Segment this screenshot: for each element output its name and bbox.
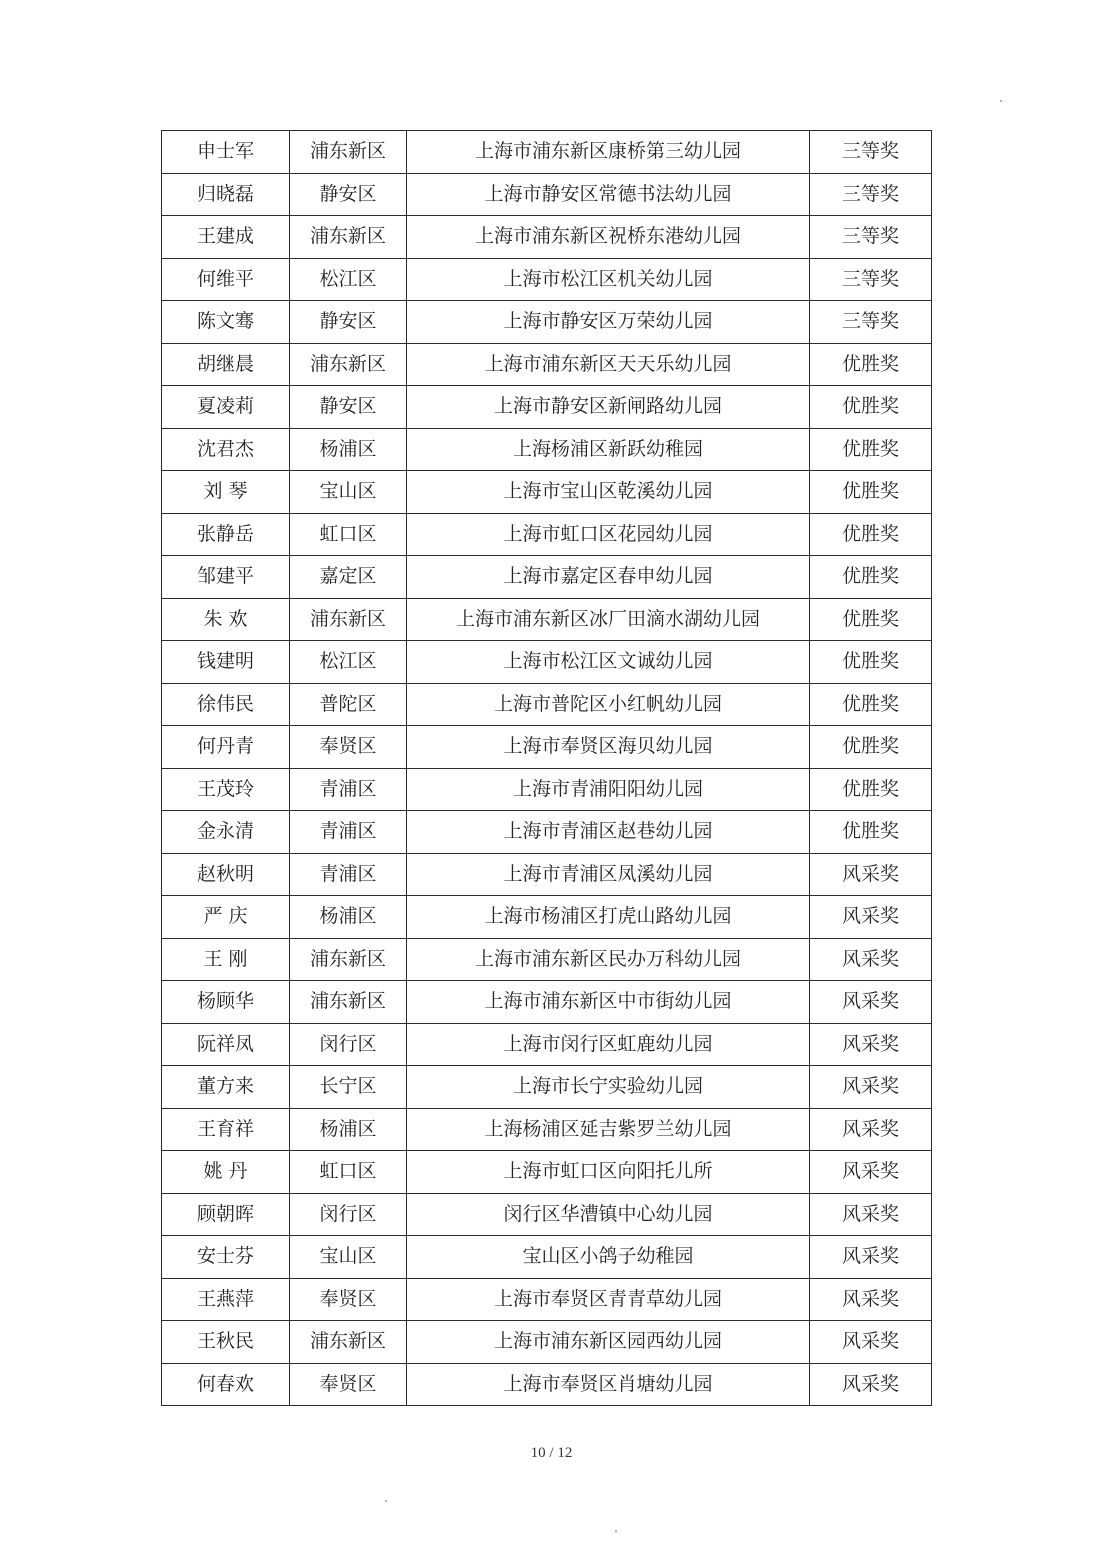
cell-school: 上海市青浦区赵巷幼儿园 — [407, 811, 810, 854]
cell-district: 杨浦区 — [290, 1108, 407, 1151]
cell-name: 钱建明 — [162, 641, 290, 684]
table-row — [162, 173, 932, 216]
cell-district: 普陀区 — [290, 683, 407, 726]
cell-award: 风采奖 — [810, 1023, 932, 1066]
cell-school: 上海市宝山区乾溪幼儿园 — [407, 471, 810, 514]
cell-district: 奉贤区 — [290, 1278, 407, 1321]
cell-award: 风采奖 — [810, 853, 932, 896]
table-row — [162, 343, 932, 386]
table-body — [162, 131, 932, 1406]
cell-school: 上海杨浦区延吉紫罗兰幼儿园 — [407, 1108, 810, 1151]
cell-name: 阮祥凤 — [162, 1023, 290, 1066]
cell-award: 优胜奖 — [810, 428, 932, 471]
cell-school: 上海市浦东新区园西幼儿园 — [407, 1321, 810, 1364]
cell-school: 上海市虹口区花园幼儿园 — [407, 513, 810, 556]
cell-school: 上海市松江区文诚幼儿园 — [407, 641, 810, 684]
table-row — [162, 1108, 932, 1151]
cell-school: 上海市虹口区向阳托儿所 — [407, 1151, 810, 1194]
table-row — [162, 1236, 932, 1279]
cell-name: 夏凌莉 — [162, 386, 290, 429]
table-row — [162, 938, 932, 981]
award-winners-table — [161, 130, 932, 1406]
cell-school: 上海市浦东新区中市街幼儿园 — [407, 981, 810, 1024]
cell-award: 优胜奖 — [810, 343, 932, 386]
table-row — [162, 1278, 932, 1321]
cell-name: 何春欢 — [162, 1363, 290, 1406]
cell-name: 归晓磊 — [162, 173, 290, 216]
cell-award: 风采奖 — [810, 1363, 932, 1406]
cell-school: 上海市浦东新区民办万科幼儿园 — [407, 938, 810, 981]
table-row — [162, 386, 932, 429]
table-row — [162, 1023, 932, 1066]
table-row — [162, 726, 932, 769]
cell-name: 王茂玲 — [162, 768, 290, 811]
cell-district: 奉贤区 — [290, 726, 407, 769]
cell-award: 风采奖 — [810, 1066, 932, 1109]
cell-school: 上海市杨浦区打虎山路幼儿园 — [407, 896, 810, 939]
cell-name: 王秋民 — [162, 1321, 290, 1364]
cell-school: 上海市奉贤区青青草幼儿园 — [407, 1278, 810, 1321]
cell-district: 青浦区 — [290, 853, 407, 896]
cell-school: 上海市浦东新区冰厂田滴水湖幼儿园 — [407, 598, 810, 641]
cell-district: 宝山区 — [290, 1236, 407, 1279]
table-row — [162, 1363, 932, 1406]
table-row — [162, 683, 932, 726]
cell-name: 顾朝晖 — [162, 1193, 290, 1236]
cell-school: 上海市浦东新区祝桥东港幼儿园 — [407, 216, 810, 259]
table-row — [162, 896, 932, 939]
cell-district: 静安区 — [290, 301, 407, 344]
cell-school: 上海市闵行区虹鹿幼儿园 — [407, 1023, 810, 1066]
cell-name: 王 刚 — [162, 938, 290, 981]
table-row — [162, 1321, 932, 1364]
table-row — [162, 428, 932, 471]
table-row — [162, 1193, 932, 1236]
cell-award: 风采奖 — [810, 896, 932, 939]
cell-district: 虹口区 — [290, 1151, 407, 1194]
cell-award: 三等奖 — [810, 173, 932, 216]
table-row — [162, 641, 932, 684]
cell-district: 浦东新区 — [290, 1321, 407, 1364]
table-row — [162, 768, 932, 811]
cell-award: 风采奖 — [810, 1236, 932, 1279]
cell-district: 虹口区 — [290, 513, 407, 556]
cell-district: 浦东新区 — [290, 598, 407, 641]
cell-district: 浦东新区 — [290, 981, 407, 1024]
cell-name: 张静岳 — [162, 513, 290, 556]
table-row — [162, 853, 932, 896]
cell-name: 申士军 — [162, 131, 290, 174]
cell-name: 赵秋明 — [162, 853, 290, 896]
cell-award: 优胜奖 — [810, 811, 932, 854]
cell-name: 姚 丹 — [162, 1151, 290, 1194]
cell-name: 安士芬 — [162, 1236, 290, 1279]
table-row — [162, 131, 932, 174]
cell-award: 风采奖 — [810, 1193, 932, 1236]
cell-award: 优胜奖 — [810, 556, 932, 599]
cell-award: 三等奖 — [810, 216, 932, 259]
cell-school: 上海市奉贤区海贝幼儿园 — [407, 726, 810, 769]
cell-district: 松江区 — [290, 641, 407, 684]
cell-award: 风采奖 — [810, 1278, 932, 1321]
cell-name: 朱 欢 — [162, 598, 290, 641]
cell-award: 优胜奖 — [810, 471, 932, 514]
cell-school: 闵行区华漕镇中心幼儿园 — [407, 1193, 810, 1236]
cell-school: 上海市青浦阳阳幼儿园 — [407, 768, 810, 811]
cell-award: 优胜奖 — [810, 513, 932, 556]
table-row — [162, 1151, 932, 1194]
cell-school: 上海杨浦区新跃幼稚园 — [407, 428, 810, 471]
cell-district: 宝山区 — [290, 471, 407, 514]
cell-school: 上海市静安区常德书法幼儿园 — [407, 173, 810, 216]
cell-district: 闵行区 — [290, 1023, 407, 1066]
cell-award: 风采奖 — [810, 1321, 932, 1364]
cell-name: 金永清 — [162, 811, 290, 854]
cell-school: 上海市松江区机关幼儿园 — [407, 258, 810, 301]
cell-name: 王育祥 — [162, 1108, 290, 1151]
cell-name: 何维平 — [162, 258, 290, 301]
cell-name: 严 庆 — [162, 896, 290, 939]
cell-district: 浦东新区 — [290, 131, 407, 174]
table-row — [162, 471, 932, 514]
cell-award: 优胜奖 — [810, 386, 932, 429]
cell-name: 何丹青 — [162, 726, 290, 769]
cell-district: 松江区 — [290, 258, 407, 301]
cell-school: 上海市奉贤区肖塘幼儿园 — [407, 1363, 810, 1406]
cell-award: 优胜奖 — [810, 641, 932, 684]
cell-name: 徐伟民 — [162, 683, 290, 726]
cell-name: 刘 琴 — [162, 471, 290, 514]
cell-name: 沈君杰 — [162, 428, 290, 471]
cell-award: 三等奖 — [810, 301, 932, 344]
table-row — [162, 598, 932, 641]
cell-district: 嘉定区 — [290, 556, 407, 599]
cell-name: 胡继晨 — [162, 343, 290, 386]
cell-name: 陈文骞 — [162, 301, 290, 344]
cell-award: 优胜奖 — [810, 768, 932, 811]
cell-award: 三等奖 — [810, 258, 932, 301]
cell-award: 优胜奖 — [810, 683, 932, 726]
cell-school: 上海市普陀区小红帆幼儿园 — [407, 683, 810, 726]
cell-name: 王燕萍 — [162, 1278, 290, 1321]
table-row — [162, 1066, 932, 1109]
cell-district: 青浦区 — [290, 768, 407, 811]
cell-school: 上海市静安区万荣幼儿园 — [407, 301, 810, 344]
table-row — [162, 981, 932, 1024]
cell-school: 上海市浦东新区天天乐幼儿园 — [407, 343, 810, 386]
cell-name: 杨顾华 — [162, 981, 290, 1024]
cell-district: 杨浦区 — [290, 896, 407, 939]
cell-district: 静安区 — [290, 173, 407, 216]
cell-district: 浦东新区 — [290, 938, 407, 981]
table-row — [162, 513, 932, 556]
cell-district: 奉贤区 — [290, 1363, 407, 1406]
cell-name: 邹建平 — [162, 556, 290, 599]
table-row — [162, 556, 932, 599]
cell-school: 上海市浦东新区康桥第三幼儿园 — [407, 131, 810, 174]
cell-district: 浦东新区 — [290, 343, 407, 386]
cell-school: 上海市长宁实验幼儿园 — [407, 1066, 810, 1109]
cell-district: 静安区 — [290, 386, 407, 429]
cell-award: 优胜奖 — [810, 726, 932, 769]
cell-award: 优胜奖 — [810, 598, 932, 641]
table-row — [162, 258, 932, 301]
table-row — [162, 811, 932, 854]
cell-district: 杨浦区 — [290, 428, 407, 471]
cell-district: 闵行区 — [290, 1193, 407, 1236]
cell-district: 浦东新区 — [290, 216, 407, 259]
cell-school: 上海市静安区新闸路幼儿园 — [407, 386, 810, 429]
cell-award: 风采奖 — [810, 1108, 932, 1151]
cell-district: 长宁区 — [290, 1066, 407, 1109]
cell-school: 宝山区小鸽子幼稚园 — [407, 1236, 810, 1279]
cell-name: 董方来 — [162, 1066, 290, 1109]
scan-speck — [385, 1500, 387, 1502]
cell-award: 风采奖 — [810, 938, 932, 981]
cell-district: 青浦区 — [290, 811, 407, 854]
table-row — [162, 301, 932, 344]
cell-name: 王建成 — [162, 216, 290, 259]
table-row — [162, 216, 932, 259]
cell-award: 风采奖 — [810, 981, 932, 1024]
scan-speck — [1000, 100, 1002, 102]
cell-school: 上海市嘉定区春申幼儿园 — [407, 556, 810, 599]
cell-school: 上海市青浦区凤溪幼儿园 — [407, 853, 810, 896]
cell-award: 风采奖 — [810, 1151, 932, 1194]
page-number: 10 / 12 — [530, 1445, 573, 1461]
scan-speck — [615, 1530, 617, 1532]
cell-award: 三等奖 — [810, 131, 932, 174]
